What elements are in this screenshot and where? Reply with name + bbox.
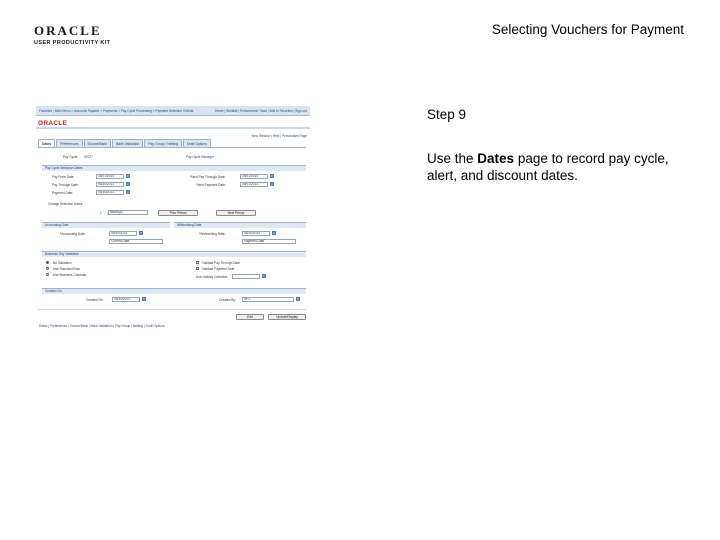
- checkbox-validate-pay-through-label: Validate Pay Through Date: [202, 261, 240, 265]
- holiday-calendar-label: Use Holiday Calendar:: [196, 275, 228, 279]
- withholding-date-field[interactable]: 04/30/2013: [242, 231, 270, 236]
- calendar-icon[interactable]: [270, 174, 274, 178]
- step-instructions: [427, 150, 695, 184]
- accounting-date-label: *Accounting Date:: [60, 232, 86, 236]
- update-display-button[interactable]: Update/Display: [268, 314, 306, 320]
- step-title: Step 9: [427, 107, 467, 122]
- accounting-date-field[interactable]: 04/30/2013: [109, 231, 137, 236]
- section-accounting-date: Accounting Date: [42, 222, 170, 228]
- lookup-icon[interactable]: [262, 274, 266, 278]
- created-on-label: Created On:: [86, 298, 104, 302]
- pay-from-label: Pay From Date:: [52, 175, 75, 179]
- pay-cycle-manager-link[interactable]: Pay Cycle Manager: [186, 155, 214, 159]
- radio-business-calendar[interactable]: [46, 273, 49, 276]
- next-pay-through-label: *Next Pay Through Date:: [190, 175, 226, 179]
- change-dates-label: Change Selection Dates: [48, 202, 83, 206]
- tab-draft-options[interactable]: Draft Options: [183, 139, 211, 147]
- step-text-after: page to record pay cycle, alert, and discount dates.: [427, 151, 669, 183]
- step-text-before: Use the: [427, 151, 478, 166]
- calendar-icon[interactable]: [142, 297, 146, 301]
- tab-preferences[interactable]: Preferences: [56, 139, 82, 147]
- step-text-bold: Dates: [477, 151, 515, 166]
- holiday-calendar-field[interactable]: [232, 274, 260, 279]
- change-dates-count: 1: [100, 211, 102, 215]
- top-navigation-bar: [36, 106, 310, 116]
- pay-through-field[interactable]: 04/30/2013: [96, 182, 124, 187]
- pay-from-field[interactable]: 04/01/2013: [96, 174, 124, 179]
- radio-no-validation-label: No Validation: [53, 261, 72, 265]
- pay-cycle-label: Pay Cycle:: [63, 155, 79, 159]
- created-on-field[interactable]: 04/30/2013: [112, 297, 140, 302]
- accounting-date-option-select[interactable]: Current Date: [109, 239, 163, 244]
- application-screenshot: [36, 106, 310, 328]
- prior-period-button[interactable]: Prior Period: [158, 210, 198, 216]
- calendar-icon[interactable]: [126, 174, 130, 178]
- checkbox-validate-payment-date-label: Validate Payment Date: [202, 267, 235, 271]
- pay-through-label: Pay Through Date:: [52, 183, 79, 187]
- next-payment-field[interactable]: 05/01/2013: [240, 182, 268, 187]
- pay-cycle-value: 07027: [84, 155, 93, 159]
- bottom-page-links[interactable]: Dates | Preferences | Source/Bank | Bank Validation | Pay Group / Netting | Draft Options: [39, 324, 165, 328]
- oracle-logo-word: ORACLE: [34, 23, 102, 38]
- lookup-icon[interactable]: [296, 297, 300, 301]
- radio-standard-rule[interactable]: [46, 267, 49, 270]
- next-payment-label: *Next Payment Date:: [196, 183, 226, 187]
- page-tabs: [38, 139, 211, 147]
- created-by-field[interactable]: VP1: [242, 297, 294, 302]
- tab-dates[interactable]: Dates: [38, 139, 55, 147]
- tab-divider: [38, 147, 306, 148]
- payment-date-field[interactable]: 04/30/2013: [96, 190, 124, 195]
- next-period-button[interactable]: Next Period: [216, 210, 256, 216]
- next-pay-through-field[interactable]: 05/01/2013: [240, 174, 268, 179]
- upk-logo-subtitle: USER PRODUCTIVITY KIT: [34, 40, 111, 46]
- withholding-date-label: *Withholding Date:: [199, 232, 226, 236]
- checkbox-validate-pay-through[interactable]: [196, 261, 199, 264]
- calendar-icon[interactable]: [126, 190, 130, 194]
- withholding-date-option-select[interactable]: Payment Date: [242, 239, 296, 244]
- oracle-brand-logo: ORACLE: [38, 120, 68, 127]
- radio-business-calendar-label: Use Business Calendar: [53, 273, 87, 277]
- edit-button[interactable]: Edit: [236, 314, 264, 320]
- document-title: Selecting Vouchers for Payment: [491, 22, 684, 37]
- oracle-upk-logo: [34, 24, 134, 48]
- tab-source-bank[interactable]: Source/Bank: [84, 139, 111, 147]
- tab-bank-validation[interactable]: Bank Validation: [112, 139, 143, 147]
- breadcrumb[interactable]: Favorites | Main Menu > Accounts Payable > Payments > Pay Cycle Processing > Payment Selection Criteria: [39, 109, 194, 113]
- section-created-on: Created On: [42, 288, 306, 294]
- brand-bar: [36, 116, 310, 129]
- tab-pay-group-netting[interactable]: Pay Group / Netting: [144, 139, 182, 147]
- section-pay-cycle-dates: Pay Cycle Selection Dates: [42, 165, 306, 171]
- radio-no-validation[interactable]: [46, 261, 49, 264]
- calendar-icon[interactable]: [126, 182, 130, 186]
- calendar-icon[interactable]: [270, 182, 274, 186]
- created-by-label: Created By:: [219, 298, 236, 302]
- calendar-icon[interactable]: [139, 231, 143, 235]
- top-links[interactable]: Home | Worklist | Performance Trace | Add to Favorites | Sign out: [214, 109, 307, 113]
- change-dates-unit-select[interactable]: Month(s): [108, 210, 148, 215]
- footer-divider: [38, 309, 306, 310]
- radio-standard-rule-label: Use Standard Rule: [53, 267, 80, 271]
- calendar-icon[interactable]: [272, 231, 276, 235]
- payment-date-label: Payment Date:: [52, 191, 74, 195]
- section-withholding-date: Withholding Date: [174, 222, 306, 228]
- checkbox-validate-payment-date[interactable]: [196, 267, 199, 270]
- page-utility-links[interactable]: New Window | Help | Personalize Page: [251, 134, 307, 138]
- section-business-day-validation: Business Day Validation: [42, 251, 306, 257]
